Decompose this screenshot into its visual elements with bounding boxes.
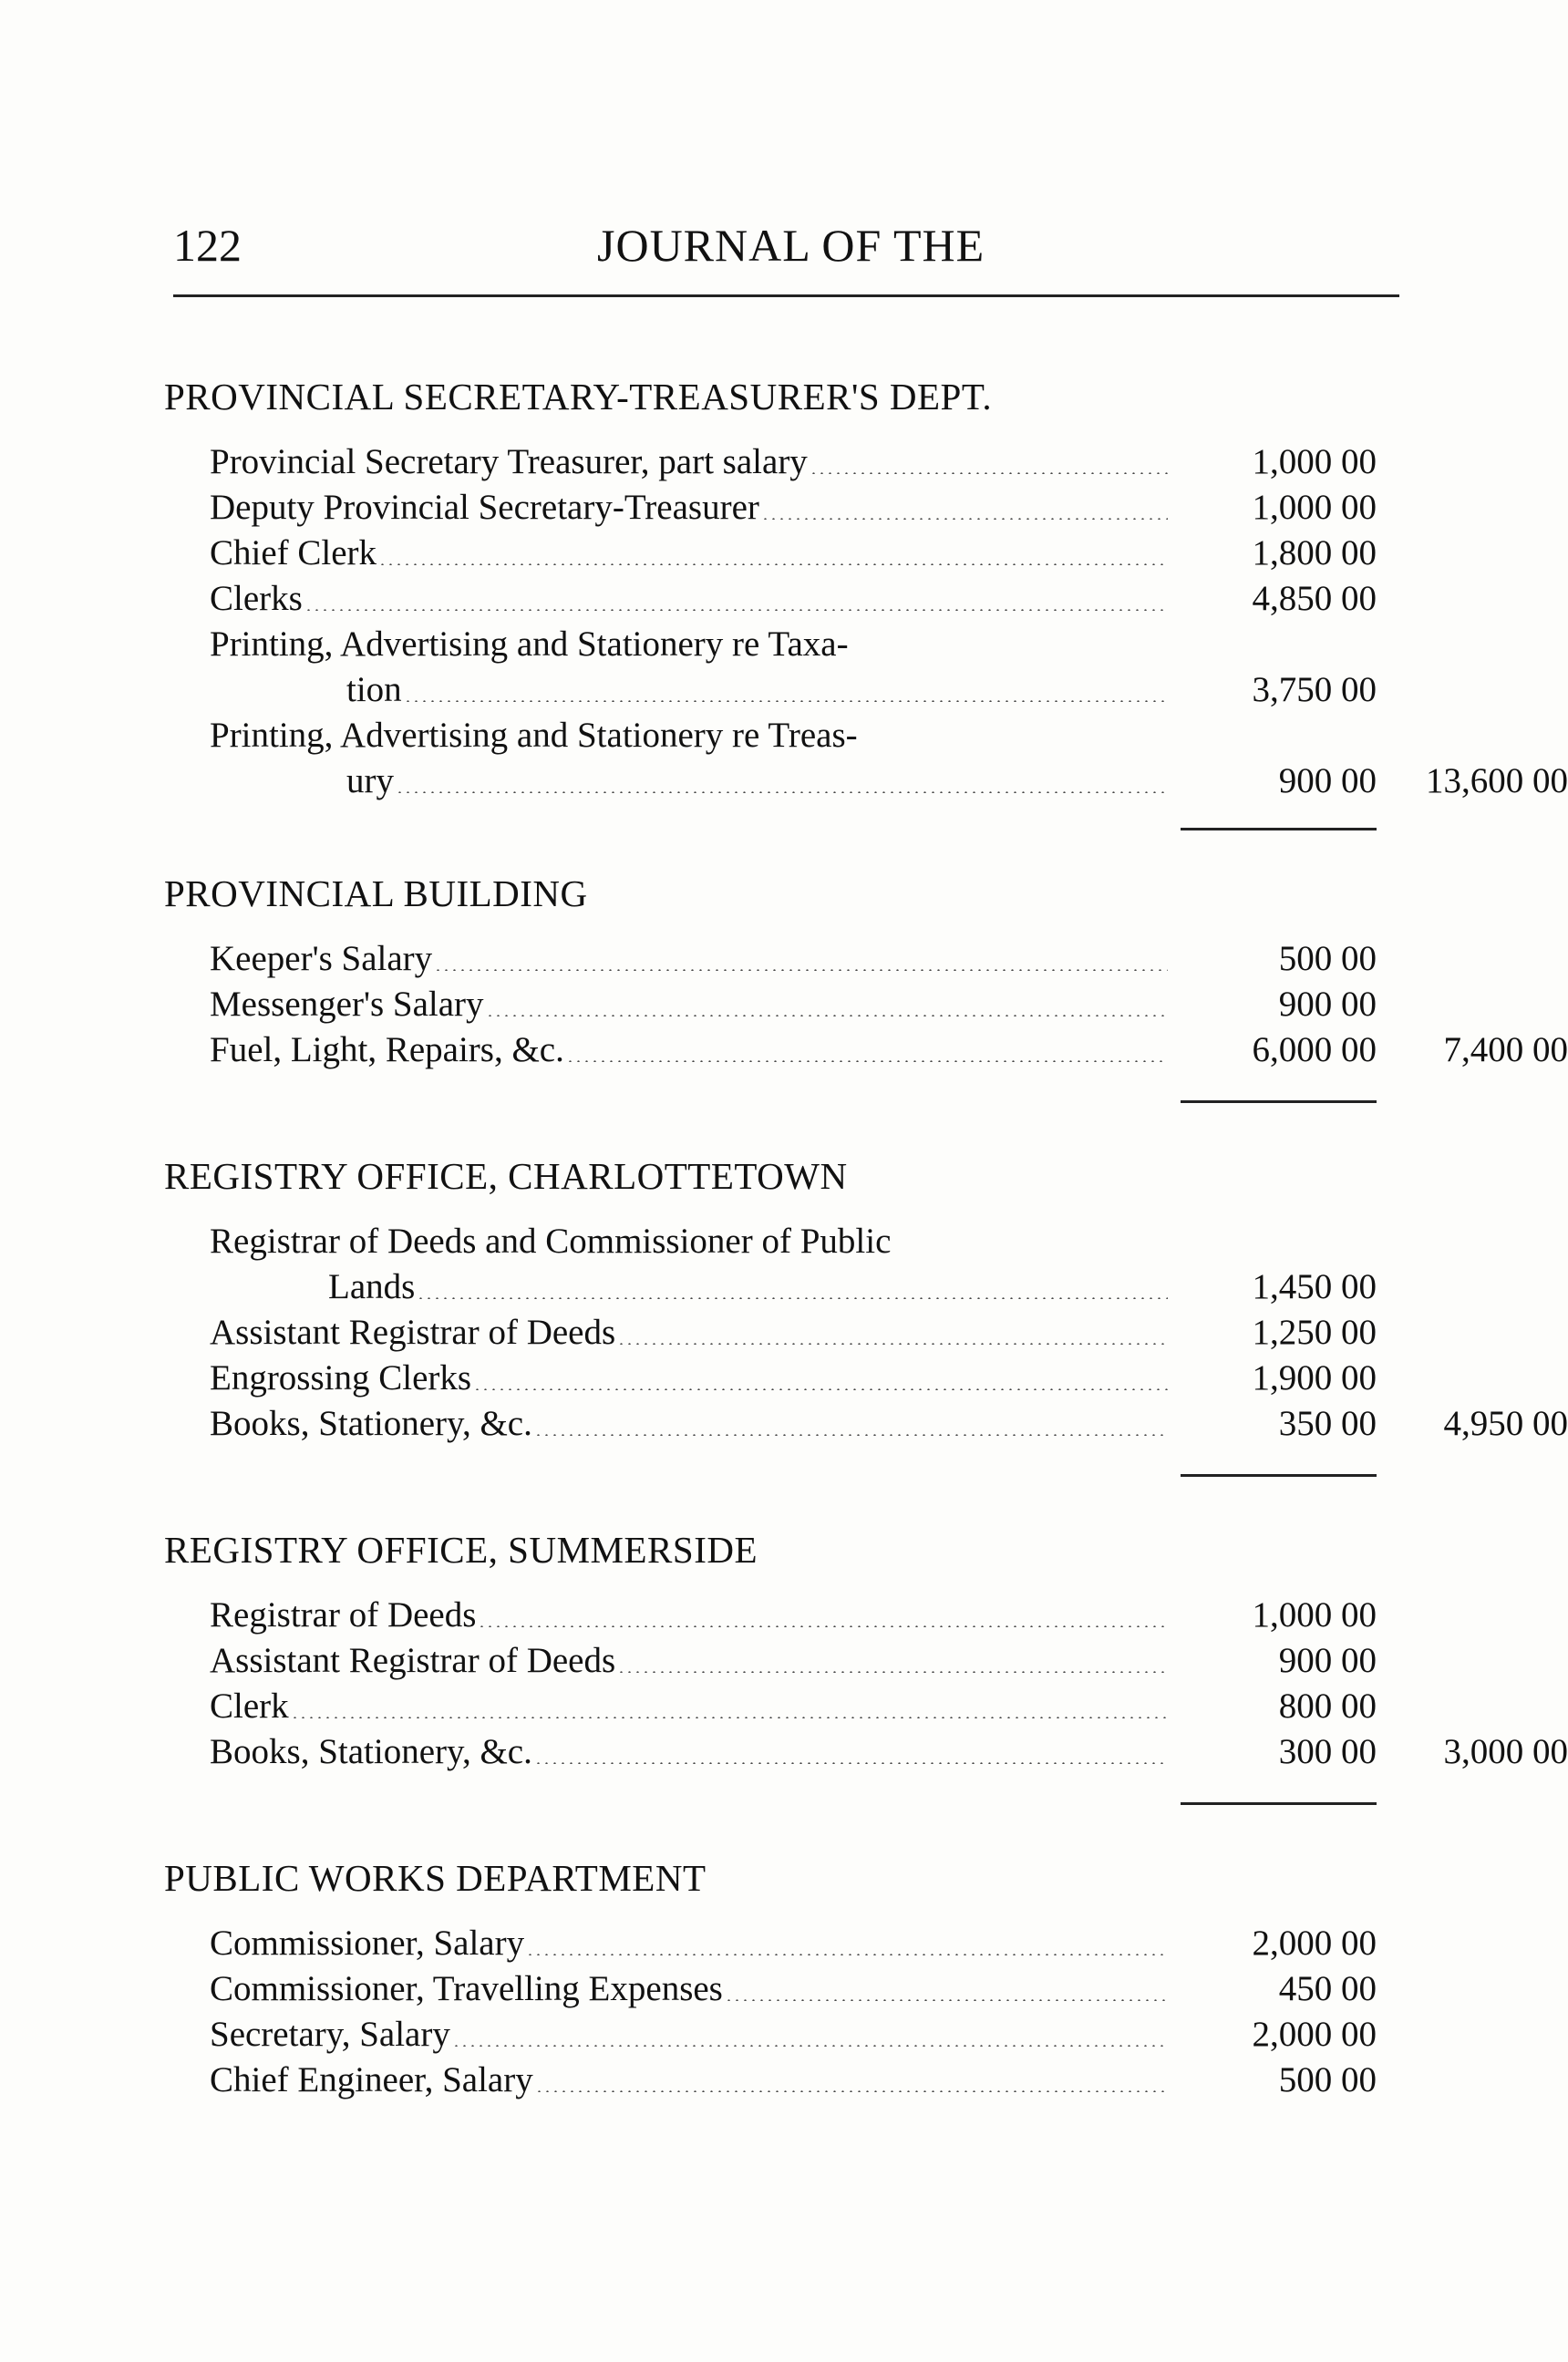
item-label: Chief Clerk — [210, 533, 377, 572]
ledger-row — [164, 1921, 1422, 1966]
ledger-row — [164, 1638, 1422, 1684]
item-label: Assistant Registrar of Deeds — [210, 1313, 616, 1352]
page-header — [173, 219, 1399, 292]
leader-dots — [478, 1625, 1168, 1627]
item-amount: 500 00 — [1278, 939, 1377, 978]
item-label: Books, Stationery, &c. — [210, 1732, 532, 1771]
ledger-row — [164, 1310, 1422, 1356]
ledger-row — [164, 2012, 1422, 2058]
item-label: Commissioner, Salary — [210, 1924, 525, 1963]
ledger-row — [164, 1356, 1422, 1401]
item-amount: 900 00 — [1278, 985, 1377, 1024]
item-label: Secretary, Salary — [210, 2015, 450, 2054]
leader-dots — [617, 1671, 1168, 1673]
item-label-line1: Printing, Advertising and Stationery re Taxa- — [210, 624, 849, 664]
item-amount: 900 00 — [1278, 761, 1377, 800]
item-amount: 1,000 00 — [1252, 1595, 1377, 1635]
item-label: Clerks — [210, 579, 303, 618]
item-label: Chief Engineer, Salary — [210, 2060, 533, 2099]
subtotal-rule — [1181, 1802, 1377, 1805]
section-total: 4,950 00 — [1443, 1404, 1568, 1443]
item-label: Keeper's Salary — [210, 939, 433, 978]
item-amount: 1,000 00 — [1252, 488, 1377, 527]
ledger-row — [164, 713, 1568, 804]
section-total: 13,600 00 — [1426, 761, 1568, 800]
item-label-line2: Lands — [328, 1267, 416, 1306]
section-total: 3,000 00 — [1443, 1732, 1568, 1771]
leader-dots — [725, 1999, 1168, 2001]
item-amount: 800 00 — [1278, 1686, 1377, 1726]
ledger-row — [164, 2058, 1422, 2103]
item-label: Commissioner, Travelling Expenses — [210, 1969, 723, 2008]
leader-dots — [473, 1388, 1168, 1390]
item-label: Fuel, Light, Repairs, &c. — [210, 1030, 564, 1069]
leader-dots — [526, 1954, 1168, 1955]
ledger-row — [164, 1684, 1422, 1729]
item-amount: 350 00 — [1278, 1404, 1377, 1443]
ledger-row — [164, 1027, 1568, 1073]
item-label-line2: tion — [346, 670, 402, 709]
leader-dots — [434, 969, 1168, 971]
item-label-line1: Printing, Advertising and Stationery re Treas- — [210, 716, 858, 755]
item-label: Messenger's Salary — [210, 985, 484, 1024]
subtotal-rule — [1181, 828, 1377, 830]
page-number: 122 — [173, 220, 242, 271]
header-rule — [173, 294, 1399, 297]
leader-dots — [486, 1015, 1168, 1016]
ledger-row — [164, 1593, 1422, 1638]
leader-dots — [304, 609, 1168, 611]
leader-dots — [761, 518, 1168, 520]
section-registry-summerside — [164, 1527, 1568, 1775]
item-label: Deputy Provincial Secretary-Treasurer — [210, 488, 759, 527]
running-title: JOURNAL OF THE — [597, 220, 985, 271]
leader-dots — [810, 472, 1168, 474]
section-provincial-building — [164, 871, 1568, 1073]
leader-dots — [452, 2045, 1168, 2047]
subtotal-rule — [1181, 1474, 1377, 1477]
item-label: Assistant Registrar of Deeds — [210, 1641, 616, 1680]
ledger-row — [164, 576, 1422, 622]
section-secretary-treasurer — [164, 374, 1568, 804]
item-label: Books, Stationery, &c. — [210, 1404, 532, 1443]
item-amount: 1,450 00 — [1252, 1267, 1377, 1306]
ledger-row — [164, 1966, 1422, 2012]
item-label: Clerk — [210, 1686, 289, 1726]
item-label: Engrossing Clerks — [210, 1358, 472, 1398]
item-amount: 6,000 00 — [1252, 1030, 1377, 1069]
leader-dots — [535, 2090, 1168, 2092]
ledger-row — [164, 622, 1422, 713]
subtotal-rule — [1181, 1100, 1377, 1103]
item-amount: 1,250 00 — [1252, 1313, 1377, 1352]
ledger-row — [164, 439, 1422, 485]
section-registry-charlottetown — [164, 1153, 1568, 1447]
leader-dots — [534, 1762, 1168, 1764]
section-title: PROVINCIAL SECRETARY-TREASURER'S DEPT. — [164, 376, 993, 418]
section-title: PUBLIC WORKS DEPARTMENT — [164, 1857, 707, 1899]
item-amount: 2,000 00 — [1252, 2015, 1377, 2054]
ledger-row — [164, 1729, 1568, 1775]
item-amount: 1,000 00 — [1252, 442, 1377, 481]
leader-dots — [396, 791, 1168, 793]
section-title: REGISTRY OFFICE, SUMMERSIDE — [164, 1529, 758, 1571]
item-label-line2: ury — [346, 761, 394, 800]
ledger-row — [164, 982, 1422, 1027]
item-amount: 3,750 00 — [1252, 670, 1377, 709]
ledger-row — [164, 485, 1422, 531]
item-amount: 300 00 — [1278, 1732, 1377, 1771]
leader-dots — [404, 700, 1168, 702]
ledger-row — [164, 1219, 1422, 1310]
item-amount: 4,850 00 — [1252, 579, 1377, 618]
item-label: Provincial Secretary Treasurer, part salary — [210, 442, 808, 481]
item-label: Registrar of Deeds — [210, 1595, 477, 1635]
item-amount: 900 00 — [1278, 1641, 1377, 1680]
leader-dots — [566, 1060, 1168, 1062]
section-total: 7,400 00 — [1443, 1030, 1568, 1069]
section-public-works — [164, 1855, 1422, 2103]
leader-dots — [534, 1434, 1168, 1436]
leader-dots — [291, 1717, 1168, 1718]
item-amount: 1,900 00 — [1252, 1358, 1377, 1398]
ledger-row — [164, 936, 1422, 982]
item-amount: 450 00 — [1278, 1969, 1377, 2008]
item-amount: 2,000 00 — [1252, 1924, 1377, 1963]
leader-dots — [617, 1343, 1168, 1345]
item-amount: 1,800 00 — [1252, 533, 1377, 572]
ledger-row — [164, 531, 1422, 576]
section-title: PROVINCIAL BUILDING — [164, 872, 588, 914]
ledger-row — [164, 1401, 1568, 1447]
leader-dots — [378, 563, 1168, 565]
section-title: REGISTRY OFFICE, CHARLOTTETOWN — [164, 1155, 848, 1197]
leader-dots — [417, 1297, 1168, 1299]
item-label-line1: Registrar of Deeds and Commissioner of Public — [210, 1222, 892, 1261]
item-amount: 500 00 — [1278, 2060, 1377, 2099]
